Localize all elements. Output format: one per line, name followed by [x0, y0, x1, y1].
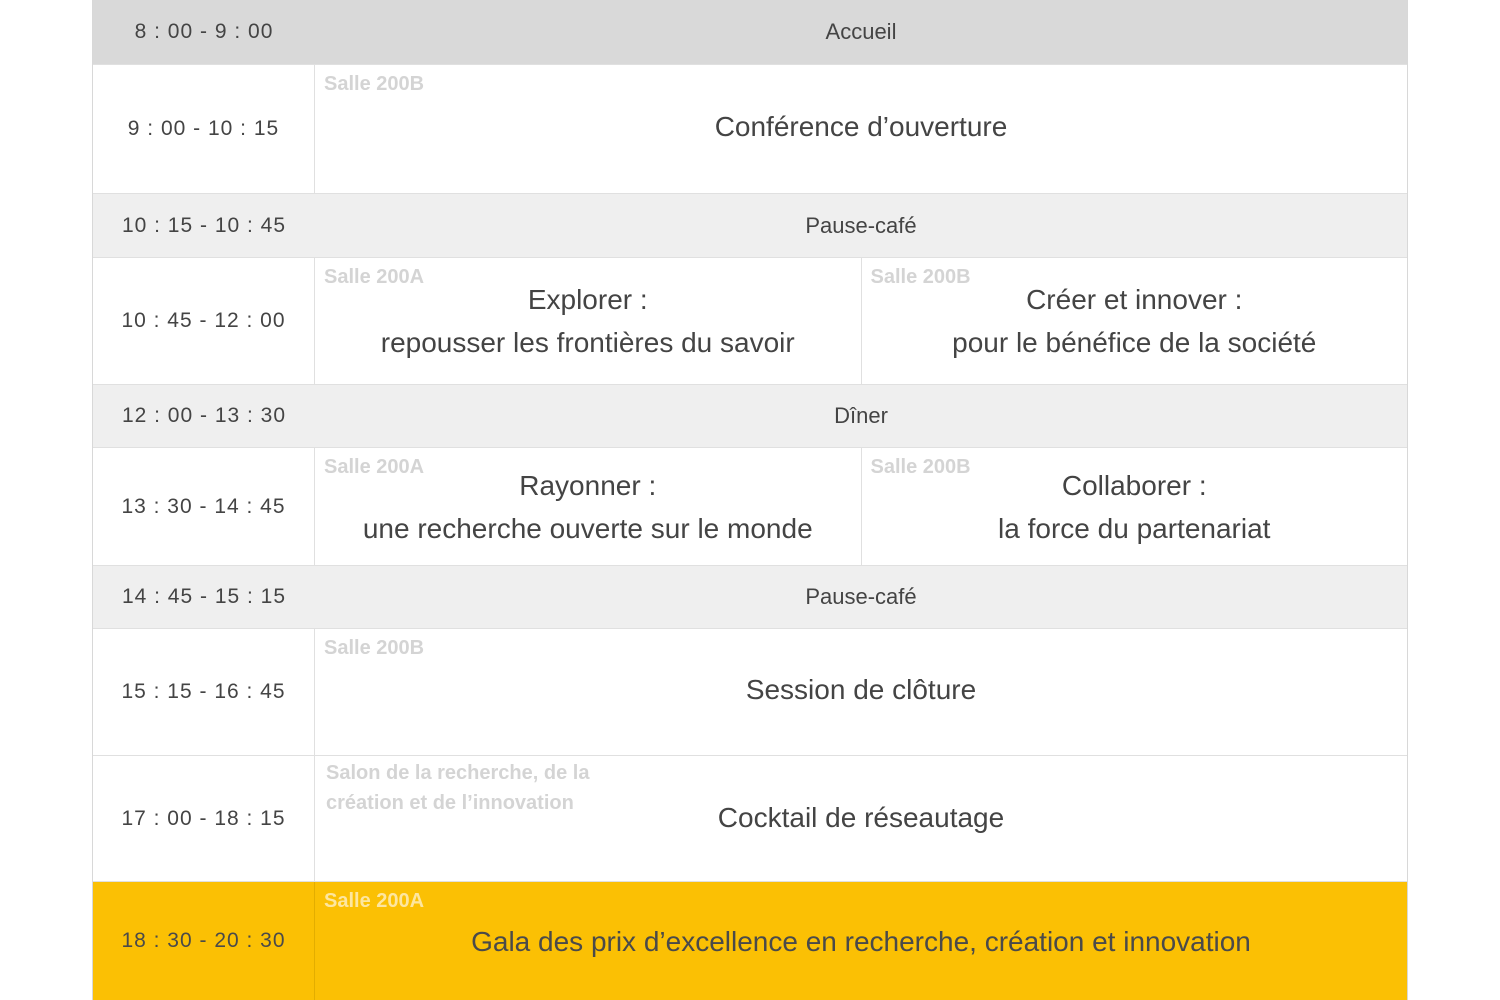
- schedule-row-coffee-break: [93, 194, 1407, 258]
- schedule-row-closing: [93, 629, 1407, 756]
- schedule-row-parallel-sessions-2: [93, 448, 1407, 566]
- session-title-line1: Créer et innover :: [1026, 284, 1243, 315]
- schedule-row-cocktail: [93, 756, 1407, 882]
- session-title-line2: une recherche ouverte sur le monde: [362, 512, 813, 544]
- session-cell-left: [315, 448, 861, 565]
- room-label: Salon de la recherche, de la création et de l’innovation: [326, 762, 590, 814]
- session-title: Cocktail de réseautage: [717, 802, 1005, 833]
- time-slot: 10 : 45 - 12 : 00: [93, 258, 315, 384]
- break-label: Pause-café: [805, 584, 917, 609]
- room-label: Salle 200B: [870, 266, 971, 288]
- time-slot: 13 : 30 - 14 : 45: [93, 448, 315, 565]
- break-label: Pause-café: [805, 212, 917, 238]
- schedule-table: [92, 0, 1408, 1000]
- session-title-line1: Collaborer :: [1061, 469, 1207, 501]
- time-slot: 15 : 15 - 16 : 45: [93, 629, 315, 755]
- schedule-row-lunch: [93, 385, 1407, 448]
- room-label: Salle 200A: [324, 266, 425, 288]
- welcome-label: Accueil: [825, 19, 897, 44]
- time-slot: 9 : 00 - 10 : 15: [93, 65, 315, 193]
- session-cell-right: [861, 258, 1408, 384]
- room-label: Salle 200B: [324, 73, 425, 95]
- schedule-row-opening: [93, 65, 1407, 194]
- session-title-line1: Explorer :: [527, 284, 648, 315]
- lunch-label: Dîner: [834, 403, 888, 428]
- session-title-line2: repousser les frontières du savoir: [380, 327, 795, 358]
- session-title-line1: Rayonner :: [519, 469, 657, 501]
- session-title: Conférence d’ouverture: [714, 110, 1008, 142]
- time-slot: 17 : 00 - 18 : 15: [93, 756, 315, 881]
- schedule-row-welcome: [93, 0, 1407, 65]
- session-cell: [315, 882, 1407, 1000]
- session-cell: [315, 629, 1407, 755]
- time-slot: 12 : 00 - 13 : 30: [121, 404, 287, 427]
- session-cell-right: [861, 448, 1408, 565]
- session-cell: [315, 756, 1407, 881]
- time-slot: 8 : 00 - 9 : 00: [134, 20, 274, 43]
- session-cell-left: [315, 258, 861, 384]
- session-title: Gala des prix d’excellence en recherche, création et innovation: [471, 925, 1251, 957]
- schedule-row-parallel-sessions-1: [93, 258, 1407, 385]
- session-cell: [315, 65, 1407, 193]
- room-label: Salle 200B: [324, 637, 425, 659]
- room-label: Salle 200A: [324, 890, 425, 912]
- time-slot: 14 : 45 - 15 : 15: [121, 585, 287, 608]
- session-title: Session de clôture: [745, 673, 977, 705]
- session-title-line2: la force du partenariat: [998, 512, 1271, 544]
- schedule-row-coffee-break: [93, 566, 1407, 629]
- room-label: Salle 200A: [324, 456, 425, 478]
- time-slot: 10 : 15 - 10 : 45: [121, 213, 287, 237]
- time-slot: 18 : 30 - 20 : 30: [93, 882, 315, 1000]
- room-label: Salle 200B: [870, 456, 971, 478]
- session-title-line2: pour le bénéfice de la société: [952, 327, 1317, 358]
- schedule-row-gala: [93, 882, 1407, 1000]
